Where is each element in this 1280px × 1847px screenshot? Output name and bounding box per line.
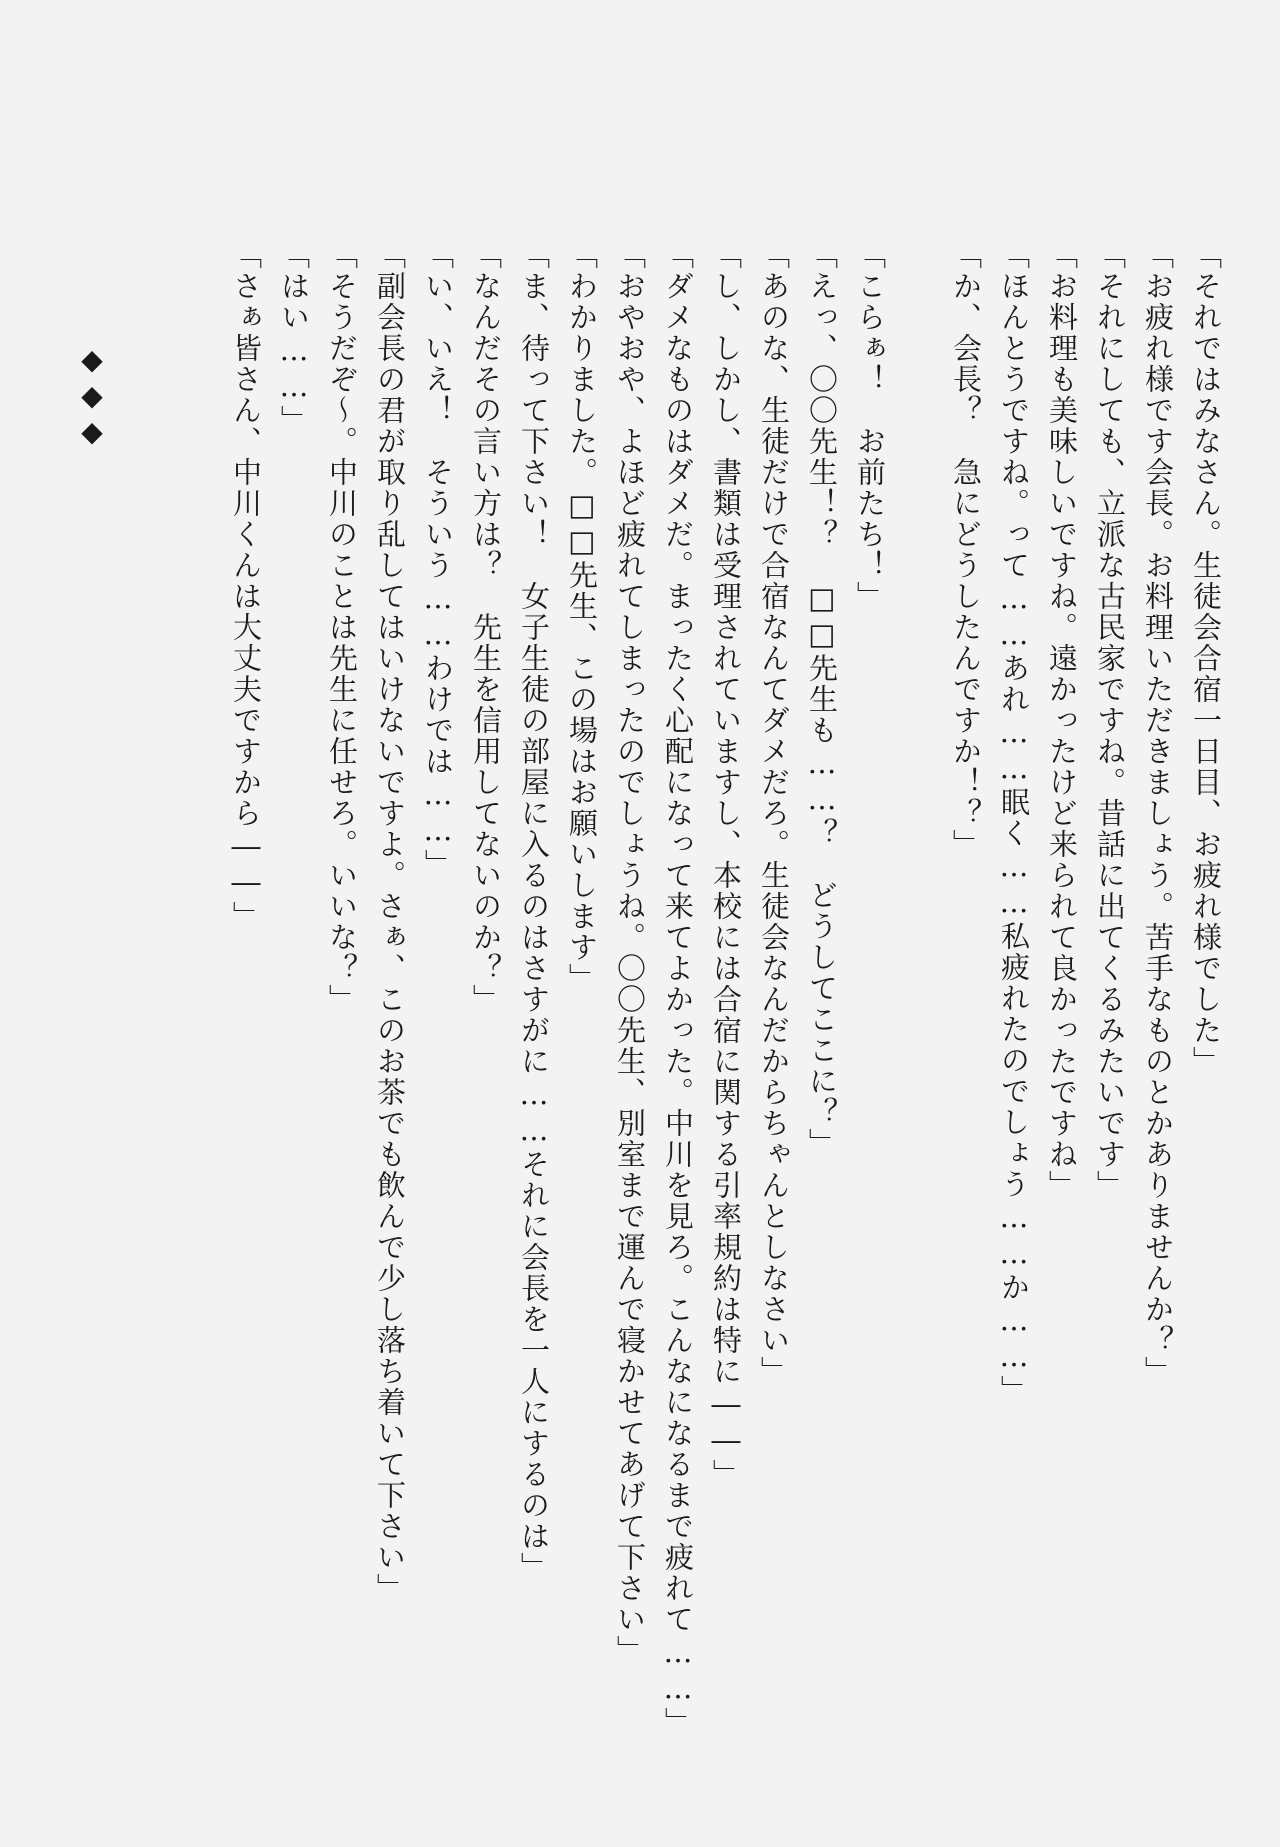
text-column-1: 「それではみなさん。生徒会合宿一日目、お疲れ様でした」 <box>1189 240 1223 1077</box>
text-column-14: 「ま、待って下さい！ 女子生徒の部屋に入るのはさすがに……それに会長を一人にするのは」 <box>517 240 551 1583</box>
text-column-17: 「副会長の君が取り乱してはいけないですよ。さぁ、このお茶でも飲んで少し落ち着いて下さい」 <box>373 240 407 1604</box>
diamond-icon: ◆ <box>81 415 103 448</box>
text-column-13: 「わかりました。□□先生、この場はお願いします」 <box>565 240 599 994</box>
text-column-6: 「か、会長？ 急にどうしたんですか！？」 <box>949 240 983 860</box>
text-column-15: 「なんだその言い方は？ 先生を信用してないのか？」 <box>469 240 503 1015</box>
text-column-3: 「それにしても、立派な古民家ですね。昔話に出てくるみたいです」 <box>1093 240 1127 1201</box>
text-column-7: 「こらぁ！ お前たち！」 <box>853 240 887 612</box>
text-column-11: 「ダメなものはダメだ。まったく心配になって来てよかった。中川を見ろ。こんなになるまで疲れて……」 <box>661 240 695 1738</box>
text-column-12: 「おやおや、よほど疲れてしまったのでしょうね。〇〇先生、別室まで運んで寝かせてあげて下さい」 <box>613 240 647 1666</box>
text-column-2: 「お疲れ様です会長。お料理いただきましょう。苦手なものとかありませんか？」 <box>1141 240 1175 1387</box>
text-column-10: 「し、しかし、書類は受理されていますし、本校には合宿に関する引率規約は特に――」 <box>709 240 743 1490</box>
text-column-19: 「はい……」 <box>277 240 311 436</box>
diamond-icon: ◆ <box>81 343 103 376</box>
text-column-16: 「い、いえ！ そういう……わけでは……」 <box>421 240 455 880</box>
text-column-9: 「あのな、生徒だけで合宿なんてダメだろ。生徒会なんだからちゃんとしなさい」 <box>757 240 791 1387</box>
scene-separator <box>72 342 112 450</box>
text-column-8: 「えっ、〇〇先生！？ □□先生も……？ どうしてここに？」 <box>805 240 839 1159</box>
text-column-5: 「ほんとうですね。って……あれ……眠く……私疲れたのでしょう……か……」 <box>997 240 1031 1406</box>
text-column-18: 「そうだぞ～。中川のことは先生に任せろ。いいな？」 <box>325 240 359 1015</box>
text-column-4: 「お料理も美味しいですね。遠かったけど来られて良かったですね」 <box>1045 240 1079 1201</box>
text-column-20: 「さぁ皆さん、中川くんは大丈夫ですから――」 <box>229 240 263 932</box>
diamond-icon: ◆ <box>81 379 103 412</box>
